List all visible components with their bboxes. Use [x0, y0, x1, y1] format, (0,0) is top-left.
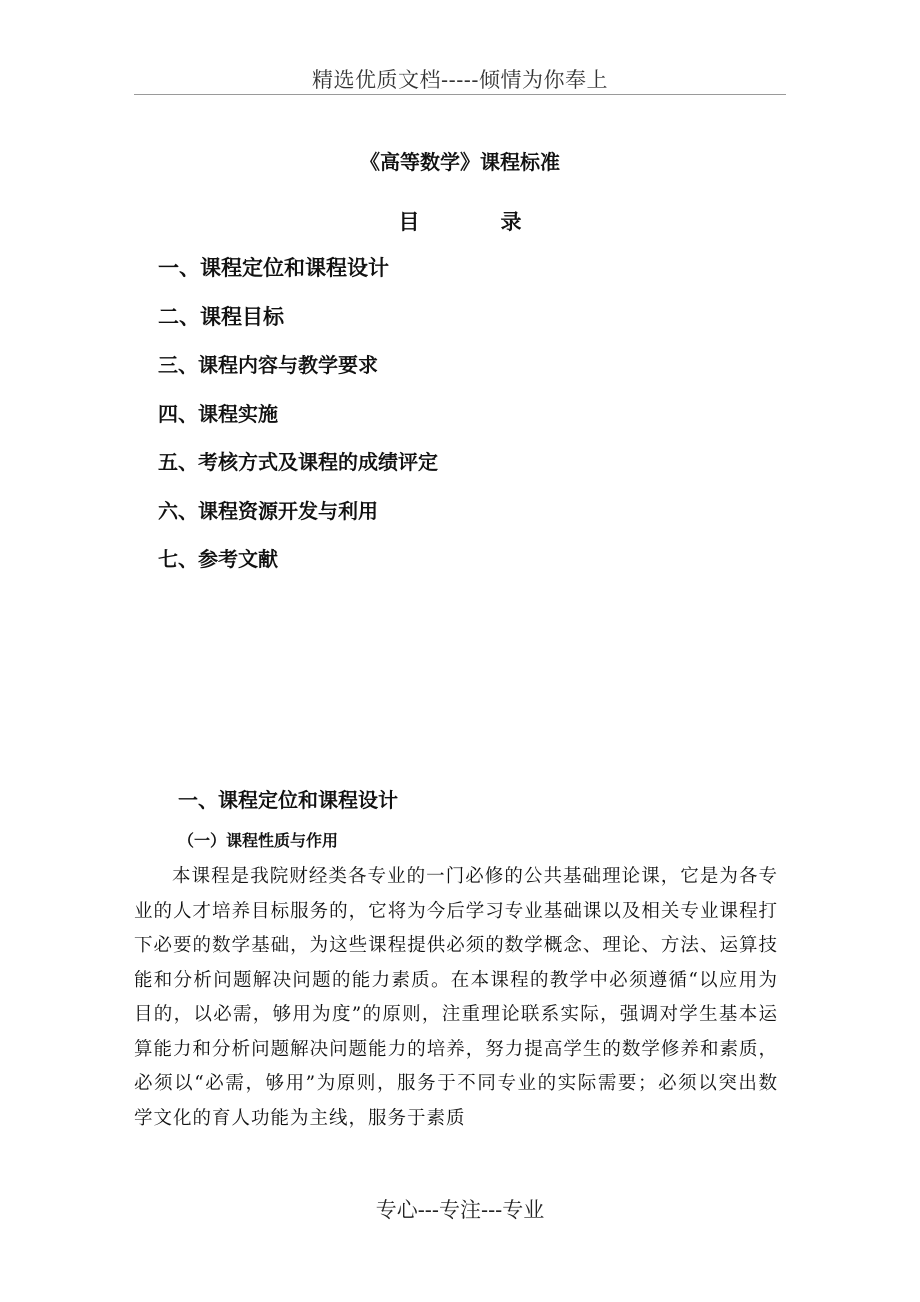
body-paragraph: 本课程是我院财经类各专业的一门必修的公共基础理论课，它是为各专业的人才培养目标服务的，它将为今后学习专业基础课以及相关专业课程打下必要的数学基础，为这些课程提供必须的数学概念、理论、方法、运算技能和分析问题解决问题的能力素质。在本课程的教学中必须遵循“以应用为目的，以必需，够用为度”的原则，注重理论联系实际，强调对学生基本运算能力和分析问题解决问题能力的培养，努力提高学生的数学修养和素质，必须以“必需，够用”为原则，服务于不同专业的实际需要；必须以突出数学文化的育人功能为主线，服务于素质 — [134, 866, 778, 1129]
toc-item-implementation[interactable]: 四、课程实施 — [158, 401, 278, 426]
toc-item-positioning-design[interactable]: 一、课程定位和课程设计 — [158, 256, 389, 280]
toc-item-resources[interactable]: 六、课程资源开发与利用 — [158, 498, 378, 523]
toc-heading: 目 录 — [398, 210, 552, 234]
page-header: 精选优质文档-----倾情为你奉上 — [312, 68, 608, 92]
toc-item-objectives[interactable]: 二、课程目标 — [158, 304, 284, 329]
table-of-contents — [158, 254, 438, 594]
page-footer: 专心---专注---专业 — [375, 1198, 545, 1222]
document-title: 《高等数学》课程标准 — [360, 150, 560, 174]
subsection-heading: （一）课程性质与作用 — [178, 831, 339, 850]
toc-item-content-requirements[interactable]: 三、课程内容与教学要求 — [158, 353, 378, 377]
section-heading: 一、课程定位和课程设计 — [178, 788, 398, 812]
toc-item-references[interactable]: 七、参考文献 — [158, 547, 278, 571]
toc-item-assessment[interactable]: 五、考核方式及课程的成绩评定 — [158, 450, 438, 474]
header-divider — [134, 94, 786, 95]
